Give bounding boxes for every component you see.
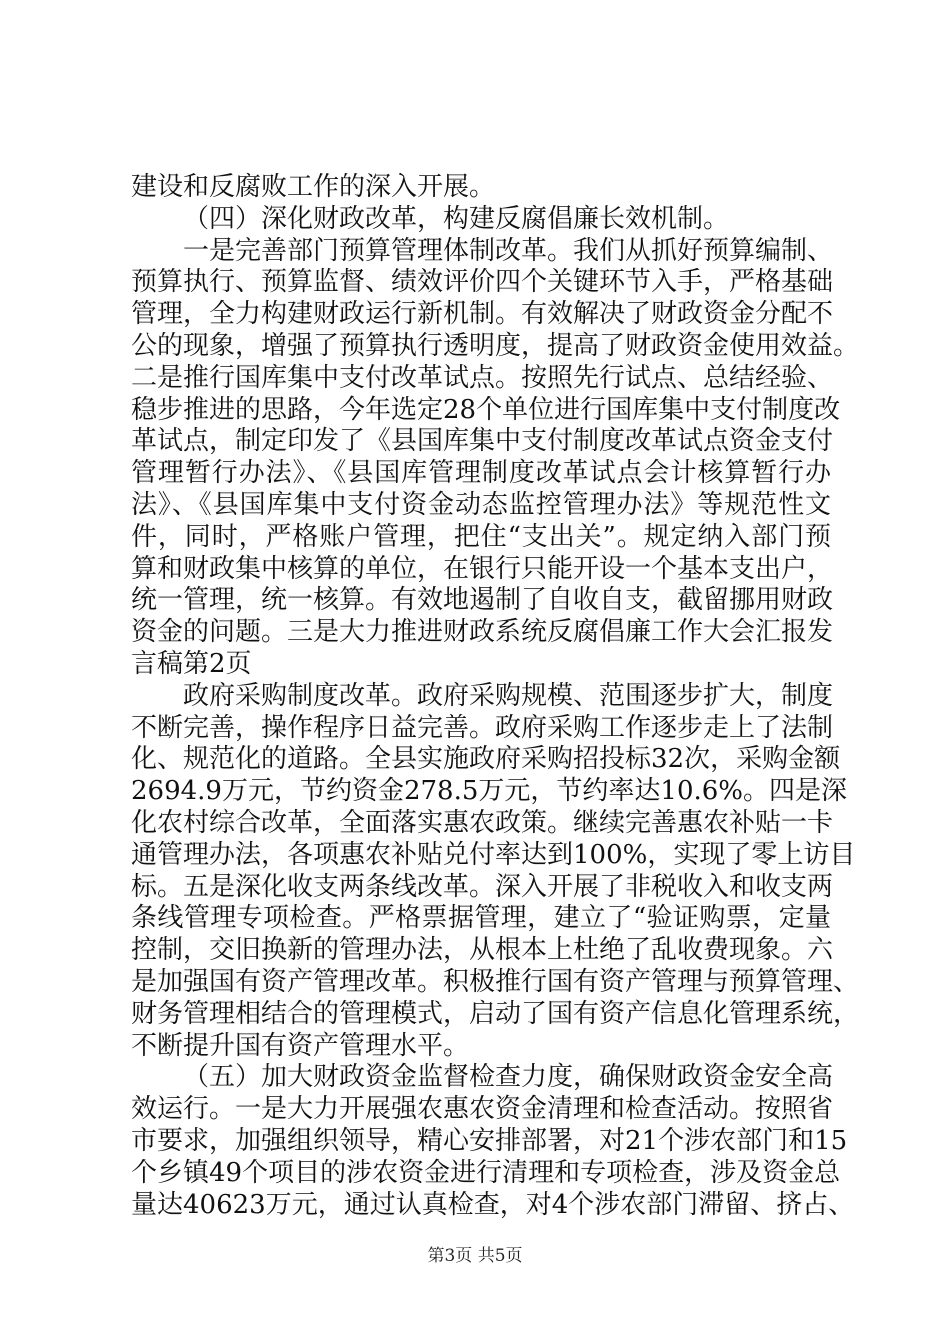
text-line: 条线管理专项检查。严格票据管理，建立了“验证购票，定量 (131, 903, 831, 934)
text-line: 控制，交旧换新的管理办法，从根本上杜绝了乱收费现象。六 (131, 935, 834, 966)
text-line: 管理暂行办法》、《县国库管理制度改革试点会计核算暂行办 (131, 458, 831, 489)
text-line: 个乡镇49个项目的涉农资金进行清理和专项检查，涉及资金总 (131, 1157, 841, 1188)
text-line: 稳步推进的思路，今年选定28个单位进行国库集中支付制度改 (131, 394, 841, 425)
text-line: 二是推行国库集中支付改革试点。按照先行试点、总结经验、 (131, 362, 834, 393)
text-line: 统一管理，统一核算。有效地遏制了自收自支，截留挪用财政 (131, 585, 834, 616)
text-line: 市要求，加强组织领导，精心安排部署，对21个涉农部门和15 (131, 1125, 848, 1156)
text-line: 化农村综合改革，全面落实惠农政策。继续完善惠农补贴一卡 (131, 807, 834, 838)
page-footer (0, 1241, 950, 1266)
text-line: 效运行。一是大力开展强农惠农资金清理和检查活动。按照省 (131, 1094, 834, 1125)
text-line: 政府采购制度改革。政府采购规模、范围逐步扩大，制度 (183, 680, 834, 711)
text-line: 通管理办法，各项惠农补贴兑付率达到100%，实现了零上访目 (131, 839, 856, 870)
page-number-label: 第3页 共5页 (427, 1246, 523, 1266)
text-line: （五）加大财政资金监督检查力度，确保财政资金安全高 (183, 1062, 834, 1093)
text-line: 不断完善，操作程序日益完善。政府采购工作逐步走上了法制 (131, 712, 834, 743)
text-line: 财务管理相结合的管理模式，启动了国有资产信息化管理系统， (131, 998, 860, 1029)
text-line: 法》、《县国库集中支付资金动态监控管理办法》等规范性文 (131, 489, 831, 520)
text-line: 建设和反腐败工作的深入开展。 (131, 172, 496, 202)
document-body (131, 172, 860, 1221)
text-line: 标。五是深化收支两条线改革。深入开展了非税收入和收支两 (131, 871, 834, 902)
text-line: 算和财政集中核算的单位，在银行只能开设一个基本支出户， (131, 553, 834, 584)
text-line: 公的现象，增强了预算执行透明度，提高了财政资金使用效益。 (131, 330, 860, 361)
text-line: 言稿第2页 (131, 648, 252, 679)
text-line: 一是完善部门预算管理体制改革。我们从抓好预算编制、 (183, 235, 834, 266)
text-line: 件，同时，严格账户管理，把住“支出关”。规定纳入部门预 (131, 521, 831, 552)
text-line: 革试点，制定印发了《县国库集中支付制度改革试点资金支付 (131, 426, 834, 457)
text-line: 管理，全力构建财政运行新机制。有效解决了财政资金分配不 (131, 299, 834, 330)
text-line: 是加强国有资产管理改革。积极推行国有资产管理与预算管理、 (131, 966, 860, 997)
text-line: 2694.9万元，节约资金278.5万元，节约率达10.6%。四是深 (131, 776, 848, 807)
text-line: 化、规范化的道路。全县实施政府采购招投标32次，采购金额 (131, 744, 841, 775)
text-line: 不断提升国有资产管理水平。 (131, 1030, 470, 1061)
text-line: 量达40623万元，通过认真检查，对4个涉农部门滞留、挤占、 (131, 1189, 855, 1220)
text-line: （四）深化财政改革，构建反腐倡廉长效机制。 (183, 203, 730, 234)
text-line: 资金的问题。三是大力推进财政系统反腐倡廉工作大会汇报发 (131, 617, 834, 648)
text-line: 预算执行、预算监督、绩效评价四个关键环节入手，严格基础 (131, 267, 834, 298)
